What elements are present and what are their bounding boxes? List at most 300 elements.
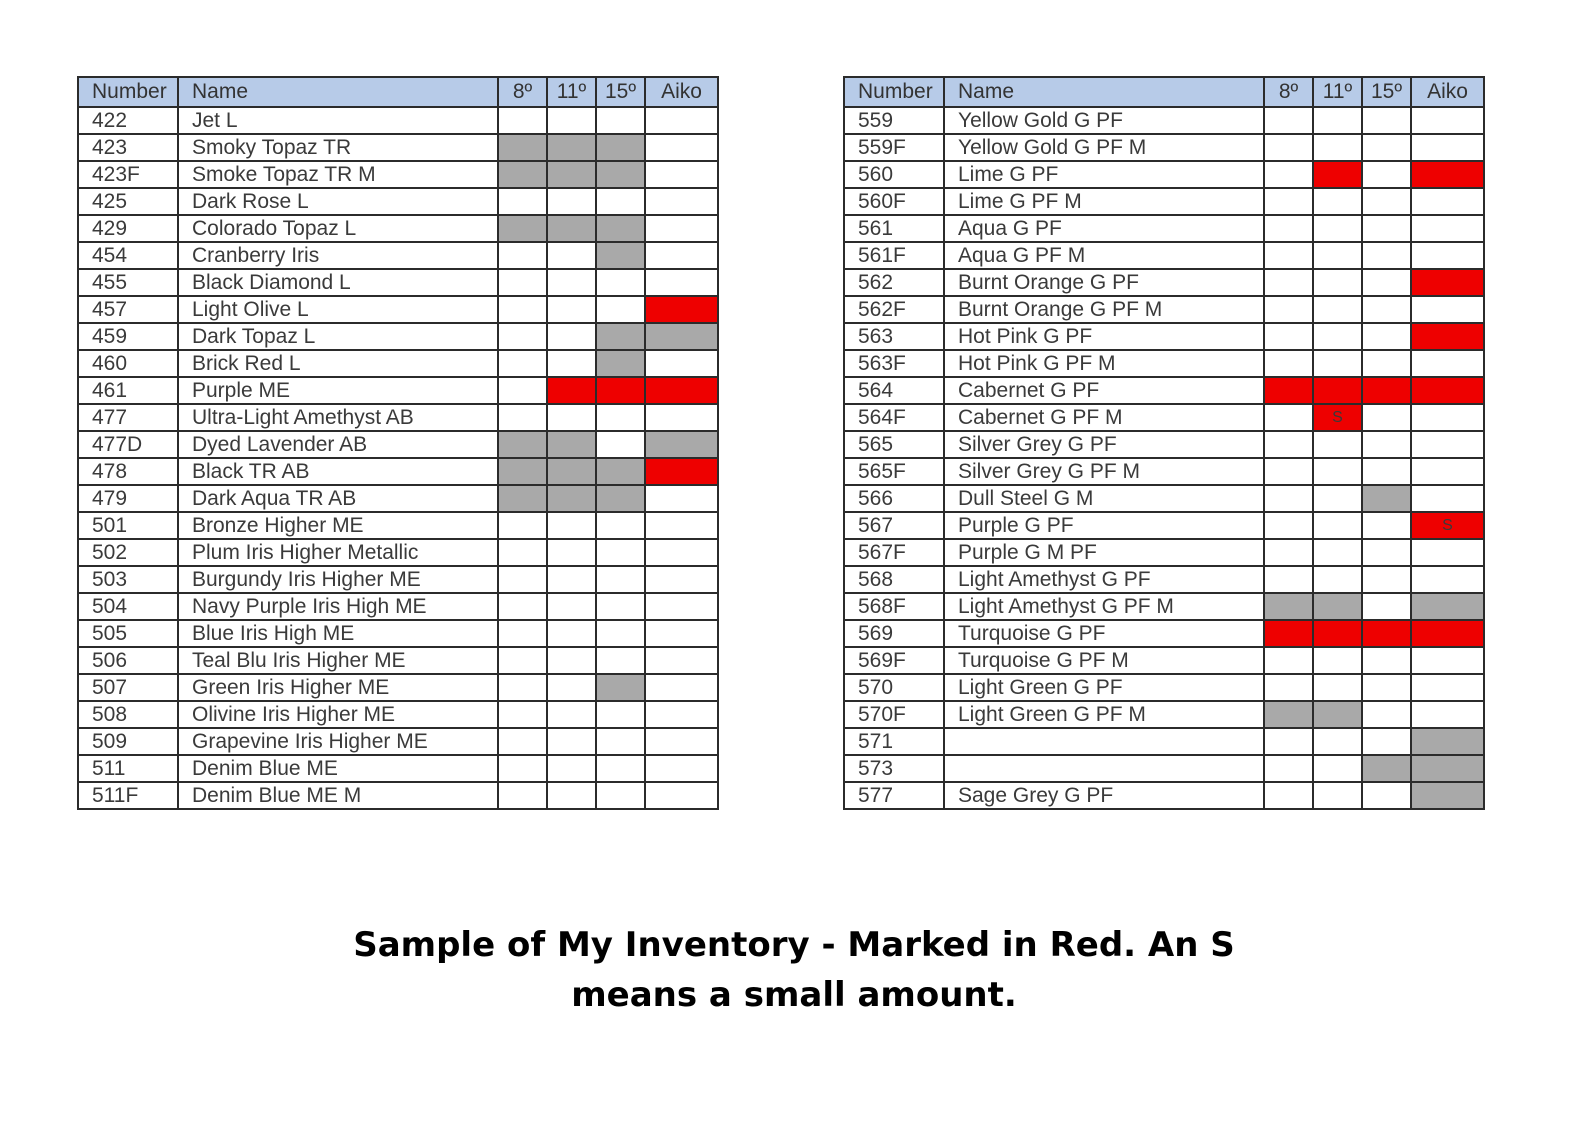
cell-size-11 xyxy=(1313,296,1362,323)
row-number: 559 xyxy=(844,107,944,134)
cell-size-15 xyxy=(1362,674,1411,701)
right-inventory-table xyxy=(843,76,1485,810)
row-number: 567 xyxy=(844,512,944,539)
table-row xyxy=(78,107,718,134)
table-row xyxy=(78,188,718,215)
cell-aiko xyxy=(1411,755,1484,782)
cell-size-8 xyxy=(1264,188,1313,215)
cell-size-15 xyxy=(1362,647,1411,674)
cell-size-11 xyxy=(1313,161,1362,188)
cell-size-8 xyxy=(1264,161,1313,188)
cell-size-15 xyxy=(1362,161,1411,188)
row-number: 563 xyxy=(844,323,944,350)
row-name: Light Olive L xyxy=(178,296,498,323)
row-name: Navy Purple Iris High ME xyxy=(178,593,498,620)
cell-size-15 xyxy=(1362,269,1411,296)
row-number: 562 xyxy=(844,269,944,296)
cell-aiko xyxy=(645,269,718,296)
row-number: 560 xyxy=(844,161,944,188)
row-number: 460 xyxy=(78,350,178,377)
row-name: Aqua G PF M xyxy=(944,242,1264,269)
cell-size-8 xyxy=(1264,539,1313,566)
caption-line-1: Sample of My Inventory - Marked in Red. An S xyxy=(353,925,1235,965)
row-name: Lime G PF xyxy=(944,161,1264,188)
cell-size-11 xyxy=(547,242,596,269)
table-row xyxy=(844,755,1484,782)
table-row xyxy=(78,431,718,458)
cell-size-11 xyxy=(547,485,596,512)
cell-aiko xyxy=(645,566,718,593)
row-number: 564F xyxy=(844,404,944,431)
cell-aiko xyxy=(645,512,718,539)
cell-size-8 xyxy=(498,647,547,674)
table-row xyxy=(844,512,1484,539)
cell-size-11 xyxy=(547,296,596,323)
row-number: 577 xyxy=(844,782,944,809)
cell-aiko xyxy=(1411,728,1484,755)
cell-size-11 xyxy=(547,431,596,458)
header-name: Name xyxy=(944,77,1264,107)
table-row xyxy=(844,242,1484,269)
row-name: Hot Pink G PF M xyxy=(944,350,1264,377)
row-name: Hot Pink G PF xyxy=(944,323,1264,350)
cell-size-11 xyxy=(547,701,596,728)
row-name: Lime G PF M xyxy=(944,188,1264,215)
cell-size-11 xyxy=(1313,647,1362,674)
cell-size-8 xyxy=(498,215,547,242)
cell-size-11 xyxy=(1313,134,1362,161)
cell-size-15 xyxy=(596,188,645,215)
cell-size-11 xyxy=(1313,728,1362,755)
cell-size-11 xyxy=(547,188,596,215)
header-size-15: 15º xyxy=(596,77,645,107)
table-row xyxy=(78,647,718,674)
header-size-11: 11º xyxy=(1313,77,1362,107)
row-number: 561F xyxy=(844,242,944,269)
table-row xyxy=(844,350,1484,377)
row-number: 506 xyxy=(78,647,178,674)
cell-aiko xyxy=(1411,458,1484,485)
row-name: Dyed Lavender AB xyxy=(178,431,498,458)
row-name: Light Green G PF M xyxy=(944,701,1264,728)
row-number: 423 xyxy=(78,134,178,161)
cell-aiko xyxy=(1411,323,1484,350)
table-row xyxy=(78,728,718,755)
cell-aiko xyxy=(645,593,718,620)
row-number: 567F xyxy=(844,539,944,566)
cell-size-11 xyxy=(547,269,596,296)
cell-size-8 xyxy=(1264,242,1313,269)
cell-size-11 xyxy=(1313,485,1362,512)
cell-size-15 xyxy=(596,215,645,242)
row-number: 505 xyxy=(78,620,178,647)
row-name: Light Amethyst G PF xyxy=(944,566,1264,593)
cell-size-8 xyxy=(498,350,547,377)
row-number: 507 xyxy=(78,674,178,701)
header-aiko: Aiko xyxy=(1411,77,1484,107)
cell-size-11 xyxy=(547,134,596,161)
table-row xyxy=(78,458,718,485)
header-size-15: 15º xyxy=(1362,77,1411,107)
cell-aiko xyxy=(645,134,718,161)
cell-size-8 xyxy=(1264,755,1313,782)
cell-aiko xyxy=(645,161,718,188)
cell-size-11 xyxy=(1313,215,1362,242)
table-row xyxy=(844,215,1484,242)
cell-aiko xyxy=(645,404,718,431)
cell-size-8 xyxy=(1264,269,1313,296)
row-name: Light Green G PF xyxy=(944,674,1264,701)
table-row xyxy=(78,485,718,512)
cell-size-11 xyxy=(1313,107,1362,134)
cell-size-15 xyxy=(1362,404,1411,431)
cell-size-8 xyxy=(1264,134,1313,161)
cell-aiko xyxy=(1411,350,1484,377)
row-number: 477 xyxy=(78,404,178,431)
row-number: 569F xyxy=(844,647,944,674)
cell-size-8 xyxy=(498,296,547,323)
table-row xyxy=(844,485,1484,512)
row-name: Dark Topaz L xyxy=(178,323,498,350)
caption-line-2: means a small amount. xyxy=(571,975,1017,1015)
cell-size-15 xyxy=(1362,107,1411,134)
row-name: Turquoise G PF M xyxy=(944,647,1264,674)
cell-size-8 xyxy=(498,269,547,296)
row-number: 563F xyxy=(844,350,944,377)
cell-size-11 xyxy=(1313,350,1362,377)
cell-aiko xyxy=(645,377,718,404)
cell-size-11-small-amount: S xyxy=(1313,404,1362,431)
cell-aiko xyxy=(1411,539,1484,566)
table-row xyxy=(844,701,1484,728)
cell-size-8 xyxy=(1264,296,1313,323)
row-number: 570F xyxy=(844,701,944,728)
row-number: 429 xyxy=(78,215,178,242)
cell-size-15 xyxy=(1362,512,1411,539)
row-name: Smoke Topaz TR M xyxy=(178,161,498,188)
cell-aiko xyxy=(1411,782,1484,809)
cell-size-8 xyxy=(498,620,547,647)
row-name: Bronze Higher ME xyxy=(178,512,498,539)
row-number: 511 xyxy=(78,755,178,782)
row-number: 455 xyxy=(78,269,178,296)
cell-size-15 xyxy=(596,647,645,674)
cell-aiko xyxy=(1411,161,1484,188)
cell-size-15 xyxy=(1362,782,1411,809)
cell-size-8 xyxy=(1264,323,1313,350)
cell-size-15 xyxy=(596,566,645,593)
cell-size-15 xyxy=(1362,728,1411,755)
header-number: Number xyxy=(844,77,944,107)
cell-size-11 xyxy=(547,782,596,809)
table-row xyxy=(78,323,718,350)
cell-size-8 xyxy=(498,431,547,458)
cell-aiko xyxy=(1411,296,1484,323)
cell-size-15 xyxy=(1362,215,1411,242)
row-name: Smoky Topaz TR xyxy=(178,134,498,161)
cell-aiko xyxy=(1411,431,1484,458)
cell-size-11 xyxy=(547,539,596,566)
table-row xyxy=(844,728,1484,755)
table-row xyxy=(844,269,1484,296)
header-size-8: 8º xyxy=(1264,77,1313,107)
table-row xyxy=(844,458,1484,485)
cell-size-15 xyxy=(596,296,645,323)
cell-size-8 xyxy=(1264,593,1313,620)
row-number: 568 xyxy=(844,566,944,593)
header-row xyxy=(844,77,1484,107)
cell-aiko xyxy=(645,728,718,755)
cell-aiko xyxy=(1411,647,1484,674)
row-number: 564 xyxy=(844,377,944,404)
row-name: Brick Red L xyxy=(178,350,498,377)
table-row xyxy=(844,296,1484,323)
cell-size-8 xyxy=(498,674,547,701)
cell-size-15 xyxy=(1362,323,1411,350)
row-name: Burnt Orange G PF xyxy=(944,269,1264,296)
cell-size-11 xyxy=(547,620,596,647)
row-number: 454 xyxy=(78,242,178,269)
cell-size-11 xyxy=(547,350,596,377)
table-row xyxy=(844,188,1484,215)
row-number: 570 xyxy=(844,674,944,701)
header-size-8: 8º xyxy=(498,77,547,107)
cell-aiko xyxy=(1411,701,1484,728)
row-number: 423F xyxy=(78,161,178,188)
cell-size-11 xyxy=(547,755,596,782)
cell-size-8 xyxy=(1264,566,1313,593)
row-number: 457 xyxy=(78,296,178,323)
row-number: 461 xyxy=(78,377,178,404)
row-number: 501 xyxy=(78,512,178,539)
row-name: Turquoise G PF xyxy=(944,620,1264,647)
cell-size-8 xyxy=(498,485,547,512)
row-name: Ultra-Light Amethyst AB xyxy=(178,404,498,431)
cell-size-8 xyxy=(498,377,547,404)
table-row xyxy=(844,593,1484,620)
cell-size-15 xyxy=(1362,755,1411,782)
cell-aiko xyxy=(645,701,718,728)
table-row xyxy=(78,134,718,161)
row-number: 503 xyxy=(78,566,178,593)
cell-size-11 xyxy=(547,647,596,674)
cell-size-15 xyxy=(596,512,645,539)
cell-aiko xyxy=(645,782,718,809)
table-row xyxy=(78,161,718,188)
row-name: Yellow Gold G PF M xyxy=(944,134,1264,161)
row-number: 565F xyxy=(844,458,944,485)
cell-aiko xyxy=(1411,107,1484,134)
row-number: 478 xyxy=(78,458,178,485)
row-name: Grapevine Iris Higher ME xyxy=(178,728,498,755)
cell-aiko xyxy=(645,458,718,485)
cell-aiko xyxy=(645,620,718,647)
row-name: Purple G PF xyxy=(944,512,1264,539)
cell-aiko xyxy=(1411,404,1484,431)
cell-aiko xyxy=(645,215,718,242)
cell-size-8 xyxy=(1264,458,1313,485)
row-number: 562F xyxy=(844,296,944,323)
cell-size-8 xyxy=(1264,728,1313,755)
table-row xyxy=(78,350,718,377)
cell-aiko xyxy=(645,674,718,701)
table-row xyxy=(844,107,1484,134)
cell-aiko xyxy=(645,647,718,674)
table-row xyxy=(78,620,718,647)
cell-size-8 xyxy=(1264,377,1313,404)
table-row xyxy=(844,539,1484,566)
cell-aiko-small-amount: S xyxy=(1411,512,1484,539)
header-number: Number xyxy=(78,77,178,107)
cell-size-15 xyxy=(596,485,645,512)
row-name: Sage Grey G PF xyxy=(944,782,1264,809)
cell-size-8 xyxy=(1264,350,1313,377)
row-number: 425 xyxy=(78,188,178,215)
cell-size-15 xyxy=(1362,539,1411,566)
right-inventory-table-wrap xyxy=(843,76,1499,920)
cell-size-8 xyxy=(498,512,547,539)
cell-size-15 xyxy=(1362,242,1411,269)
cell-size-15 xyxy=(1362,485,1411,512)
header-name: Name xyxy=(178,77,498,107)
cell-size-8 xyxy=(1264,215,1313,242)
cell-size-11 xyxy=(1313,323,1362,350)
table-row xyxy=(78,296,718,323)
table-row xyxy=(78,404,718,431)
row-name: Burgundy Iris Higher ME xyxy=(178,566,498,593)
row-name: Black TR AB xyxy=(178,458,498,485)
row-number: 508 xyxy=(78,701,178,728)
table-row xyxy=(844,404,1484,431)
row-name: Dark Aqua TR AB xyxy=(178,485,498,512)
row-number: 569 xyxy=(844,620,944,647)
cell-size-15 xyxy=(596,377,645,404)
cell-size-8 xyxy=(498,404,547,431)
header-row xyxy=(78,77,718,107)
cell-size-15 xyxy=(596,701,645,728)
cell-size-15 xyxy=(1362,134,1411,161)
cell-size-11 xyxy=(1313,782,1362,809)
cell-size-11 xyxy=(1313,620,1362,647)
cell-aiko xyxy=(645,539,718,566)
cell-size-8 xyxy=(498,593,547,620)
row-number: 477D xyxy=(78,431,178,458)
row-name: Denim Blue ME xyxy=(178,755,498,782)
row-number: 561 xyxy=(844,215,944,242)
table-row xyxy=(844,323,1484,350)
row-number: 560F xyxy=(844,188,944,215)
cell-size-15 xyxy=(596,431,645,458)
cell-aiko xyxy=(1411,215,1484,242)
cell-size-11 xyxy=(1313,755,1362,782)
cell-size-8 xyxy=(498,566,547,593)
header-size-11: 11º xyxy=(547,77,596,107)
table-row xyxy=(844,674,1484,701)
cell-size-8 xyxy=(1264,431,1313,458)
cell-size-15 xyxy=(1362,350,1411,377)
cell-size-11 xyxy=(547,323,596,350)
cell-aiko xyxy=(645,107,718,134)
table-row xyxy=(844,161,1484,188)
cell-size-11 xyxy=(547,404,596,431)
row-name: Dull Steel G M xyxy=(944,485,1264,512)
cell-aiko xyxy=(1411,620,1484,647)
cell-size-8 xyxy=(498,539,547,566)
header-aiko: Aiko xyxy=(645,77,718,107)
cell-size-15 xyxy=(596,674,645,701)
row-name: Teal Blu Iris Higher ME xyxy=(178,647,498,674)
cell-size-11 xyxy=(547,377,596,404)
cell-size-11 xyxy=(1313,269,1362,296)
table-row xyxy=(78,674,718,701)
cell-size-11 xyxy=(1313,377,1362,404)
table-row xyxy=(78,377,718,404)
table-row xyxy=(844,647,1484,674)
row-name: Purple ME xyxy=(178,377,498,404)
cell-size-11 xyxy=(1313,458,1362,485)
cell-aiko xyxy=(645,431,718,458)
left-table-body xyxy=(78,107,718,809)
cell-size-11 xyxy=(1313,242,1362,269)
row-name xyxy=(944,755,1264,782)
cell-size-11 xyxy=(547,215,596,242)
cell-size-15 xyxy=(596,539,645,566)
cell-size-11 xyxy=(1313,566,1362,593)
cell-size-8 xyxy=(498,782,547,809)
row-number: 568F xyxy=(844,593,944,620)
table-row xyxy=(844,782,1484,809)
cell-size-15 xyxy=(596,593,645,620)
cell-aiko xyxy=(1411,566,1484,593)
cell-aiko xyxy=(1411,485,1484,512)
row-name: Green Iris Higher ME xyxy=(178,674,498,701)
cell-size-8 xyxy=(498,701,547,728)
row-number: 559F xyxy=(844,134,944,161)
cell-aiko xyxy=(1411,269,1484,296)
cell-size-11 xyxy=(547,593,596,620)
cell-size-15 xyxy=(596,269,645,296)
cell-size-15 xyxy=(1362,377,1411,404)
cell-aiko xyxy=(1411,188,1484,215)
cell-size-8 xyxy=(498,161,547,188)
cell-size-15 xyxy=(1362,701,1411,728)
row-name: Aqua G PF xyxy=(944,215,1264,242)
cell-size-11 xyxy=(547,107,596,134)
cell-size-15 xyxy=(596,242,645,269)
cell-aiko xyxy=(1411,134,1484,161)
cell-size-8 xyxy=(1264,404,1313,431)
cell-size-15 xyxy=(596,161,645,188)
cell-size-11 xyxy=(547,458,596,485)
table-row xyxy=(78,755,718,782)
cell-size-11 xyxy=(1313,431,1362,458)
cell-size-15 xyxy=(596,134,645,161)
row-number: 502 xyxy=(78,539,178,566)
cell-aiko xyxy=(645,323,718,350)
row-number: 565 xyxy=(844,431,944,458)
cell-size-15 xyxy=(1362,620,1411,647)
row-name: Purple G M PF xyxy=(944,539,1264,566)
row-number: 422 xyxy=(78,107,178,134)
row-name: Silver Grey G PF M xyxy=(944,458,1264,485)
row-number: 571 xyxy=(844,728,944,755)
table-row xyxy=(78,593,718,620)
cell-size-15 xyxy=(1362,296,1411,323)
cell-aiko xyxy=(1411,593,1484,620)
row-name: Dark Rose L xyxy=(178,188,498,215)
cell-size-8 xyxy=(498,755,547,782)
cell-size-15 xyxy=(596,620,645,647)
